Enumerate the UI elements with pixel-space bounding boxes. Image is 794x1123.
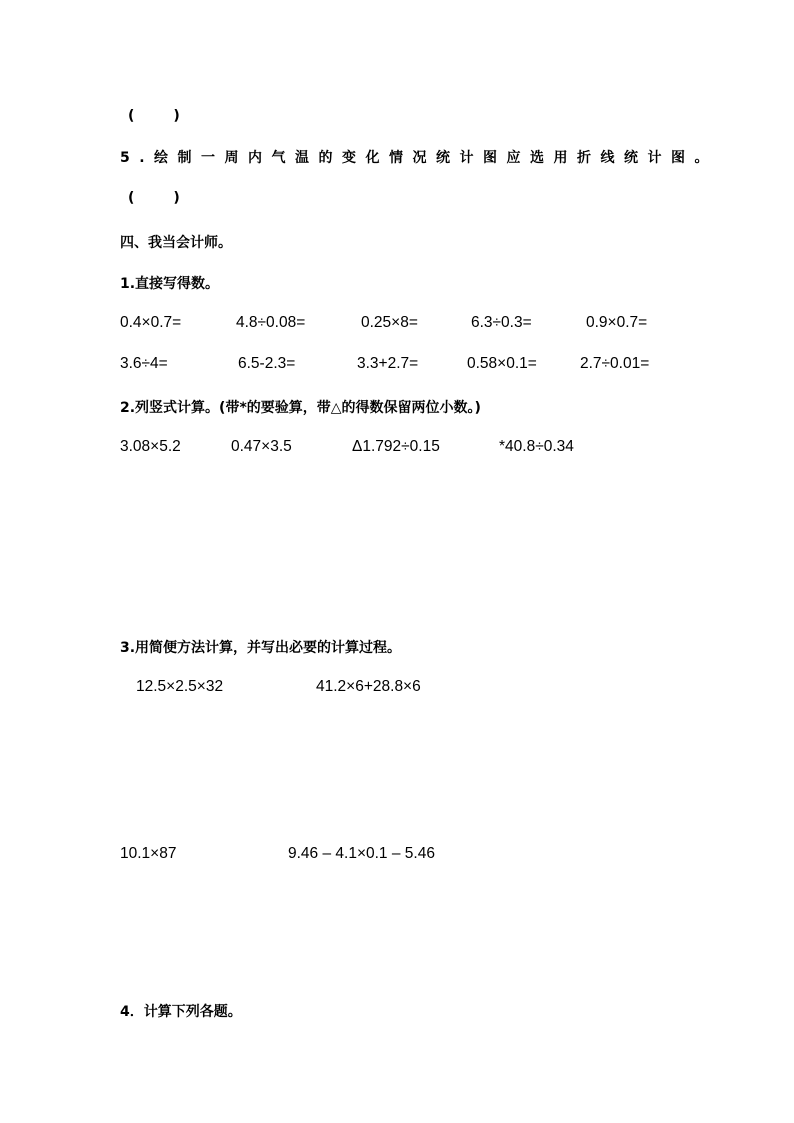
mental-problem: 0.58×0.1= [467,355,537,372]
simplify-problem: 9.46 – 4.1×0.1 – 5.46 [288,845,435,862]
mental-problem: 4.8÷0.08= [236,314,306,331]
mental-problem: 3.6÷4= [120,355,168,372]
mental-problem: 0.9×0.7= [586,314,648,331]
mental-problem: 0.25×8= [361,314,418,331]
mental-problem: 6.5-2.3= [238,355,296,372]
part1-title: 1.直接写得数。 [120,276,220,292]
q5-statement: 5.绘制一周内气温的变化情况统计图应选用折线统计图。 [120,150,719,166]
vertical-calc-problem: 0.47×3.5 [231,438,292,455]
part2-title: 2.列竖式计算。(带*的要验算，带△的得数保留两位小数。) [120,400,481,416]
vertical-calc-problem: Δ1.792÷0.15 [352,438,440,455]
simplify-problem: 12.5×2.5×32 [136,678,224,695]
q4-answer-bracket: ( ) [128,108,180,124]
mental-problem: 3.3+2.7= [357,355,419,372]
mental-problem: 2.7÷0.01= [580,355,650,372]
q5-answer-bracket: ( ) [128,190,180,206]
vertical-calc-problem: 3.08×5.2 [120,438,181,455]
part4-title: 4．计算下列各题。 [120,1004,242,1020]
section-four-title: 四、我当会计师。 [120,235,232,251]
vertical-calc-problem: *40.8÷0.34 [499,438,574,455]
mental-problem: 6.3÷0.3= [471,314,532,331]
simplify-problem: 10.1×87 [120,845,177,862]
simplify-problem: 41.2×6+28.8×6 [316,678,421,695]
part3-title: 3.用简便方法计算，并写出必要的计算过程。 [120,640,402,656]
mental-problem: 0.4×0.7= [120,314,182,331]
